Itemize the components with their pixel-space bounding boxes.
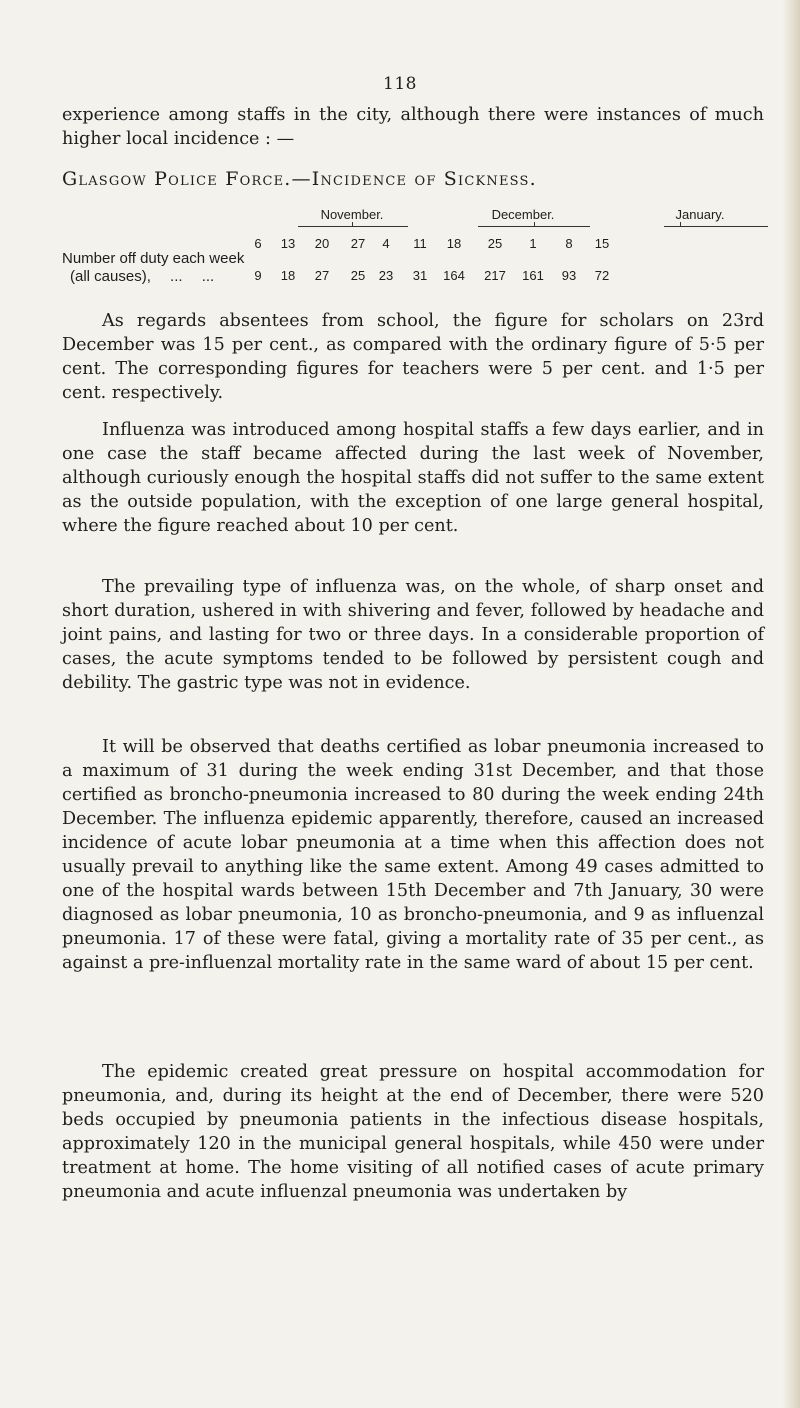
month-header-november: November.: [320, 207, 384, 222]
week-cell: 27: [350, 236, 366, 251]
table-title: Glasgow Police Force.—Incidence of Sickness.: [62, 168, 537, 190]
count-cell: 164: [443, 268, 465, 283]
paragraph-influenza-type: The prevailing type of influenza was, on the whole, of sharp onset and short duration, ushered in with shivering and fever, followed by headache and joint pains, and lasting for two or three days. In a considerable proportion of cases, the acute symptoms tended to be followed by persistent cough and debility. The gastric type was not in evidence.: [62, 577, 764, 693]
count-cell: 161: [522, 268, 544, 283]
page-number: 118: [383, 74, 417, 94]
week-cell: 4: [382, 236, 390, 251]
count-cell: 18: [280, 268, 296, 283]
count-cell: 25: [350, 268, 366, 283]
count-cell: 27: [314, 268, 330, 283]
week-cell: 1: [529, 236, 537, 251]
week-cell: 15: [594, 236, 610, 251]
count-cell: 9: [254, 268, 262, 283]
week-cell: 20: [314, 236, 330, 251]
paragraph-hospital-pressure: The epidemic created great pressure on hospital accommodation for pneumonia, and, during its height at the end of December, there were 520 beds occupied by pneumonia patients in the infectious disease hospitals, approximately 120 in the municipal general hospitals, while 450 were under treatment at home. The home visiting of all notified cases of acute primary pneumonia and acute influenzal pneumonia was undertaken by: [62, 1062, 764, 1202]
week-cell: 18: [446, 236, 462, 251]
november-brace-tip: [352, 222, 353, 227]
january-brace-tip: [680, 222, 681, 227]
paragraph-pneumonia-deaths: It will be observed that deaths certified as lobar pneumonia increased to a maximum of 31 during the week ending 31st December, and that those certified as broncho-pneumonia increased to 80 during the week ending 24th December. The influenza epidemic apparently, therefore, caused an increased incidence of acute lobar pneumonia at a time when this affection does not usually prevail to anything like the same extent. Among 49 cases admitted to one of the hospital wards between 15th December and 7th January, 30 were diagnosed as lobar pneumonia, 10 as broncho-pneumonia, and 9 as influenzal pneumonia. 17 of these were fatal, giving a mortality rate of 35 per cent., as against a pre-influenzal mortality rate in the same ward of about 15 per cent.: [62, 737, 764, 973]
december-brace-tip: [534, 222, 535, 227]
week-cell: 8: [565, 236, 573, 251]
week-cell: 6: [254, 236, 262, 251]
november-brace: [298, 226, 408, 227]
paragraph-school-absentees: As regards absentees from school, the figure for scholars on 23rd December was 15 per cent., as compared with the ordinary figure of 5·5 per cent. The corresponding figures for teachers were 5 per cent. and 1·5 per cent. respectively.: [62, 311, 764, 403]
month-header-december: December.: [491, 207, 555, 222]
count-cell: 217: [484, 268, 506, 283]
page-edge-shadow: [782, 0, 800, 1408]
week-cell: 13: [280, 236, 296, 251]
row-label-line2: (all causes), ... ...: [70, 268, 215, 285]
count-cell: 93: [561, 268, 577, 283]
month-header-january: January.: [675, 207, 725, 222]
week-cell: 11: [413, 236, 427, 251]
intro-paragraph: experience among staffs in the city, although there were instances of much higher local incidence : —: [62, 105, 764, 149]
week-cell: 25: [487, 236, 503, 251]
count-cell: 31: [412, 268, 428, 283]
paragraph-hospital-staffs: Influenza was introduced among hospital staffs a few days earlier, and in one case the staff became affected during the last week of November, although curiously enough the hospital staffs did not suffer to the same extent as the outside population, with the exception of one large general hospital, where the figure reached about 10 per cent.: [62, 420, 764, 536]
count-cell: 72: [594, 268, 610, 283]
row-label-line1: Number off duty each week: [62, 250, 245, 267]
count-cell: 23: [378, 268, 394, 283]
